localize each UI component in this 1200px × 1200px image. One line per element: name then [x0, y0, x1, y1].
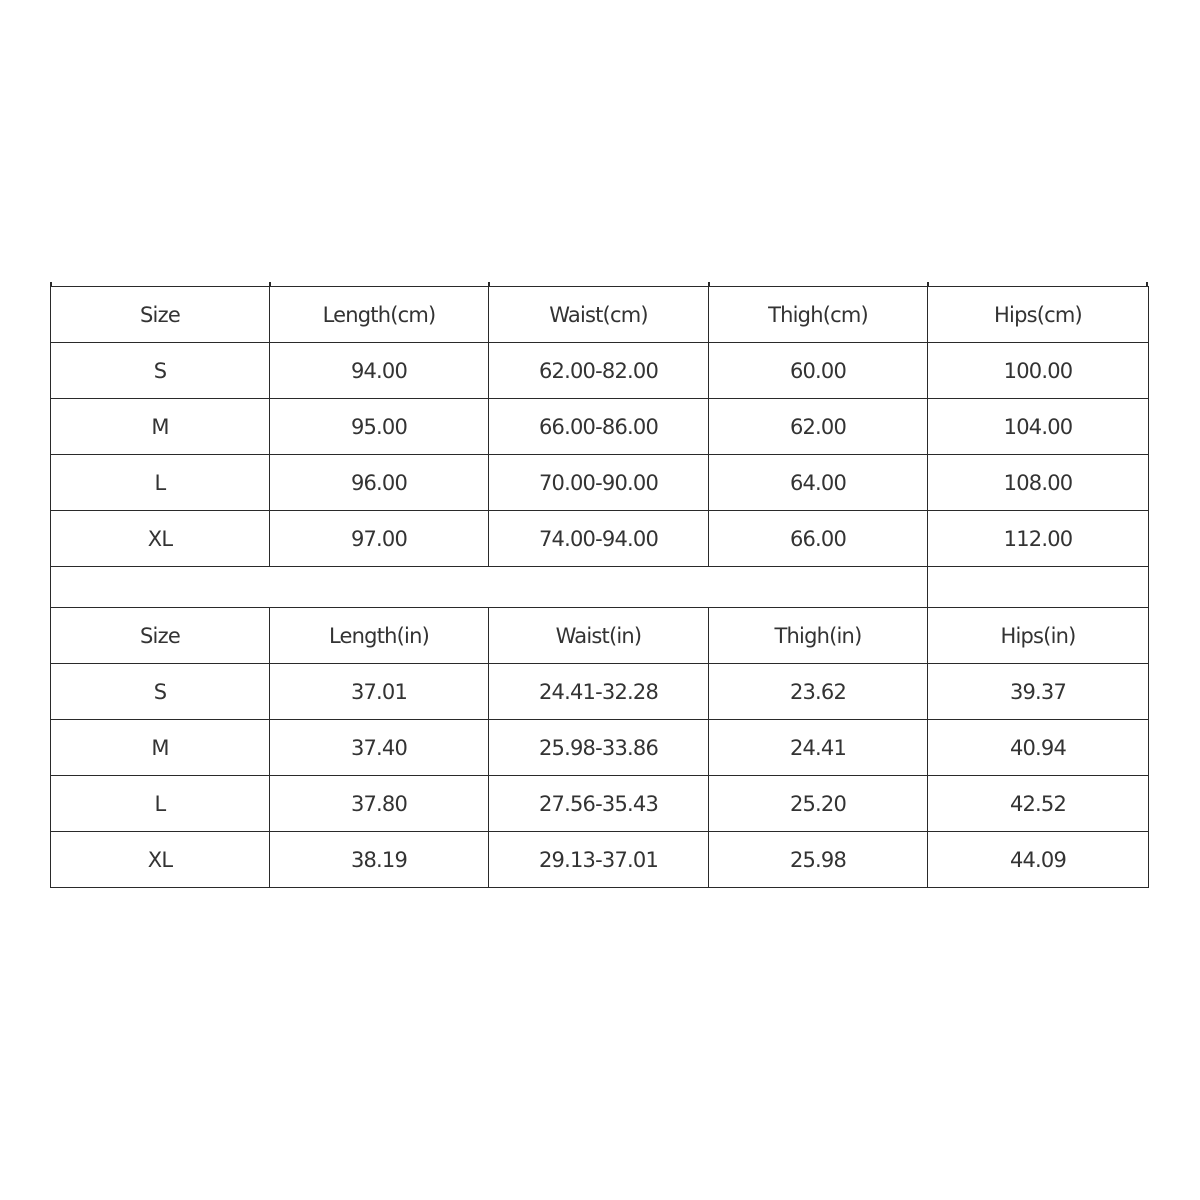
table-cell: L: [51, 776, 270, 832]
table-cell: 60.00: [709, 343, 928, 399]
table-cell: 40.94: [928, 720, 1149, 776]
table-row: [51, 776, 1149, 832]
table-cell: 44.09: [928, 832, 1149, 888]
table-cell: 64.00: [709, 455, 928, 511]
table-row: [51, 511, 1149, 567]
table-cell: 100.00: [928, 343, 1149, 399]
table-cell: 112.00: [928, 511, 1149, 567]
table-cell: 74.00-94.00: [489, 511, 709, 567]
table-row: [51, 343, 1149, 399]
spacer-cell: [928, 567, 1149, 608]
header-cell-thigh: Thigh(cm): [709, 287, 928, 343]
table-cell: 97.00: [270, 511, 489, 567]
table-cell: 62.00: [709, 399, 928, 455]
table-cell: 27.56-35.43: [489, 776, 709, 832]
table-row: [51, 832, 1149, 888]
table-cell: 66.00: [709, 511, 928, 567]
table-cell: 94.00: [270, 343, 489, 399]
header-cell-length: Length(cm): [270, 287, 489, 343]
table-row: [51, 455, 1149, 511]
table-cell: 23.62: [709, 664, 928, 720]
header-cell-hips: Hips(cm): [928, 287, 1149, 343]
table-cell: S: [51, 343, 270, 399]
table-cell: XL: [51, 832, 270, 888]
header-cell-size: Size: [51, 608, 270, 664]
table-cell: 95.00: [270, 399, 489, 455]
table-cell: 108.00: [928, 455, 1149, 511]
table-cell: 37.40: [270, 720, 489, 776]
table-cell: 25.98: [709, 832, 928, 888]
table-cell: 38.19: [270, 832, 489, 888]
table-cell: XL: [51, 511, 270, 567]
header-cell-waist: Waist(cm): [489, 287, 709, 343]
table-cell: S: [51, 664, 270, 720]
header-cell-thigh: Thigh(in): [709, 608, 928, 664]
table-row: [51, 664, 1149, 720]
table-cell: 24.41: [709, 720, 928, 776]
table-cell: 62.00-82.00: [489, 343, 709, 399]
table-row: [51, 720, 1149, 776]
table-row: [51, 399, 1149, 455]
table-cell: M: [51, 399, 270, 455]
table-cell: 29.13-37.01: [489, 832, 709, 888]
spacer-cell: [51, 567, 928, 608]
header-cell-length: Length(in): [270, 608, 489, 664]
spacer-row: [51, 567, 1149, 608]
table-cell: 24.41-32.28: [489, 664, 709, 720]
header-cell-waist: Waist(in): [489, 608, 709, 664]
table-cell: 104.00: [928, 399, 1149, 455]
table-cell: 37.01: [270, 664, 489, 720]
table-cell: 42.52: [928, 776, 1149, 832]
size-chart-table: [50, 286, 1149, 888]
table-cell: 37.80: [270, 776, 489, 832]
table-cell: 70.00-90.00: [489, 455, 709, 511]
header-cell-size: Size: [51, 287, 270, 343]
table-cell: 25.98-33.86: [489, 720, 709, 776]
table-cell: 96.00: [270, 455, 489, 511]
table-cell: M: [51, 720, 270, 776]
table-cell: 39.37: [928, 664, 1149, 720]
table-cell: 66.00-86.00: [489, 399, 709, 455]
in-header-row: [51, 608, 1149, 664]
header-cell-hips: Hips(in): [928, 608, 1149, 664]
cm-header-row: [51, 287, 1149, 343]
table-cell: L: [51, 455, 270, 511]
table-cell: 25.20: [709, 776, 928, 832]
